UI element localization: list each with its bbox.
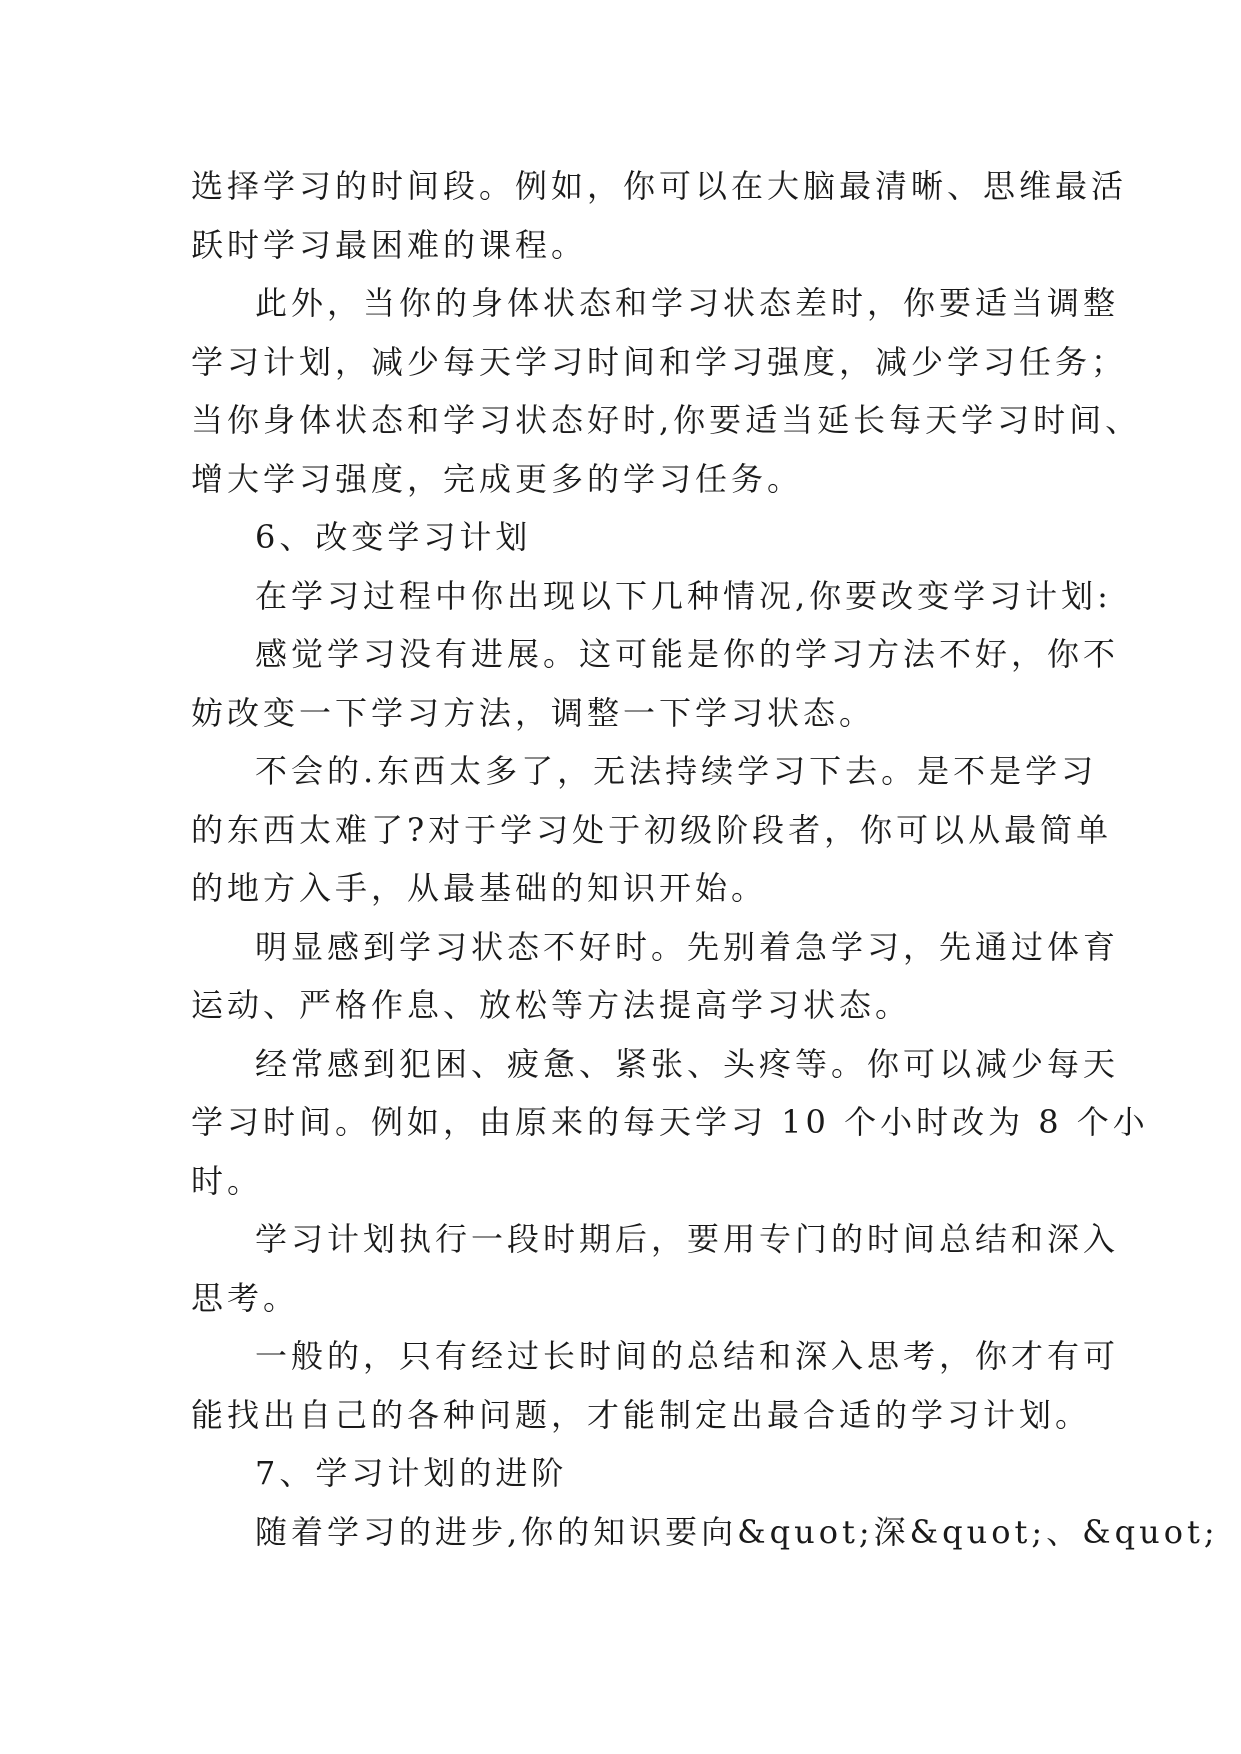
text-line: 学习计划执行一段时期后，要用专门的时间总结和深入 [255, 1220, 1120, 1258]
text-line: 妨改变一下学习方法，调整一下学习状态。 [191, 693, 876, 732]
text-line: 思考。 [191, 1278, 300, 1317]
text-line: 学习计划，减少每天学习时间和学习强度，减少学习任务； [191, 342, 1128, 381]
text-line: 经常感到犯困、疲惫、紧张、头疼等。你可以减少每天 [255, 1044, 1120, 1083]
text-line: 感觉学习没有进展。这可能是你的学习方法不好，你不 [255, 635, 1120, 673]
text-line: 跃时学习最困难的课程。 [191, 225, 588, 264]
text-line: 能找出自己的各种问题，才能制定出最合适的学习计划。 [191, 1395, 1092, 1434]
body-text [191, 157, 1219, 1561]
text-line: 明显感到学习状态不好时。先别着急学习，先通过体育 [255, 927, 1120, 966]
text-line: 当你身体状态和学习状态好时,你要适当延长每天学习时间、 [191, 401, 1142, 439]
text-line: 的东西太难了?对于学习处于初级阶段者，你可以从最简单 [191, 810, 1113, 849]
text-line: 此外，当你的身体状态和学习状态差时，你要适当调整 [255, 284, 1120, 322]
text-line: 在学习过程中你出现以下几种情况,你要改变学习计划: [255, 576, 1112, 615]
text-line: 的地方入手，从最基础的知识开始。 [191, 869, 768, 907]
section-heading: 6、改变学习计划 [255, 518, 532, 556]
text-line: 不会的.东西太多了，无法持续学习下去。是不是学习 [255, 752, 1098, 790]
text-line: 选择学习的时间段。例如，你可以在大脑最清晰、思维最活 [191, 167, 1128, 205]
text-line: 时。 [191, 1161, 264, 1200]
text-line: 随着学习的进步,你的知识要向&quot;深&quot;、&quot; [255, 1512, 1219, 1551]
text-line: 增大学习强度，完成更多的学习任务。 [191, 459, 804, 498]
section-heading: 7、学习计划的进阶 [255, 1454, 568, 1492]
text-line: 一般的，只有经过长时间的总结和深入思考，你才有可 [255, 1337, 1120, 1375]
text-line: 运动、严格作息、放松等方法提高学习状态。 [191, 986, 912, 1024]
text-line: 学习时间。例如，由原来的每天学习 10 个小时改为 8 个小 [191, 1103, 1149, 1141]
